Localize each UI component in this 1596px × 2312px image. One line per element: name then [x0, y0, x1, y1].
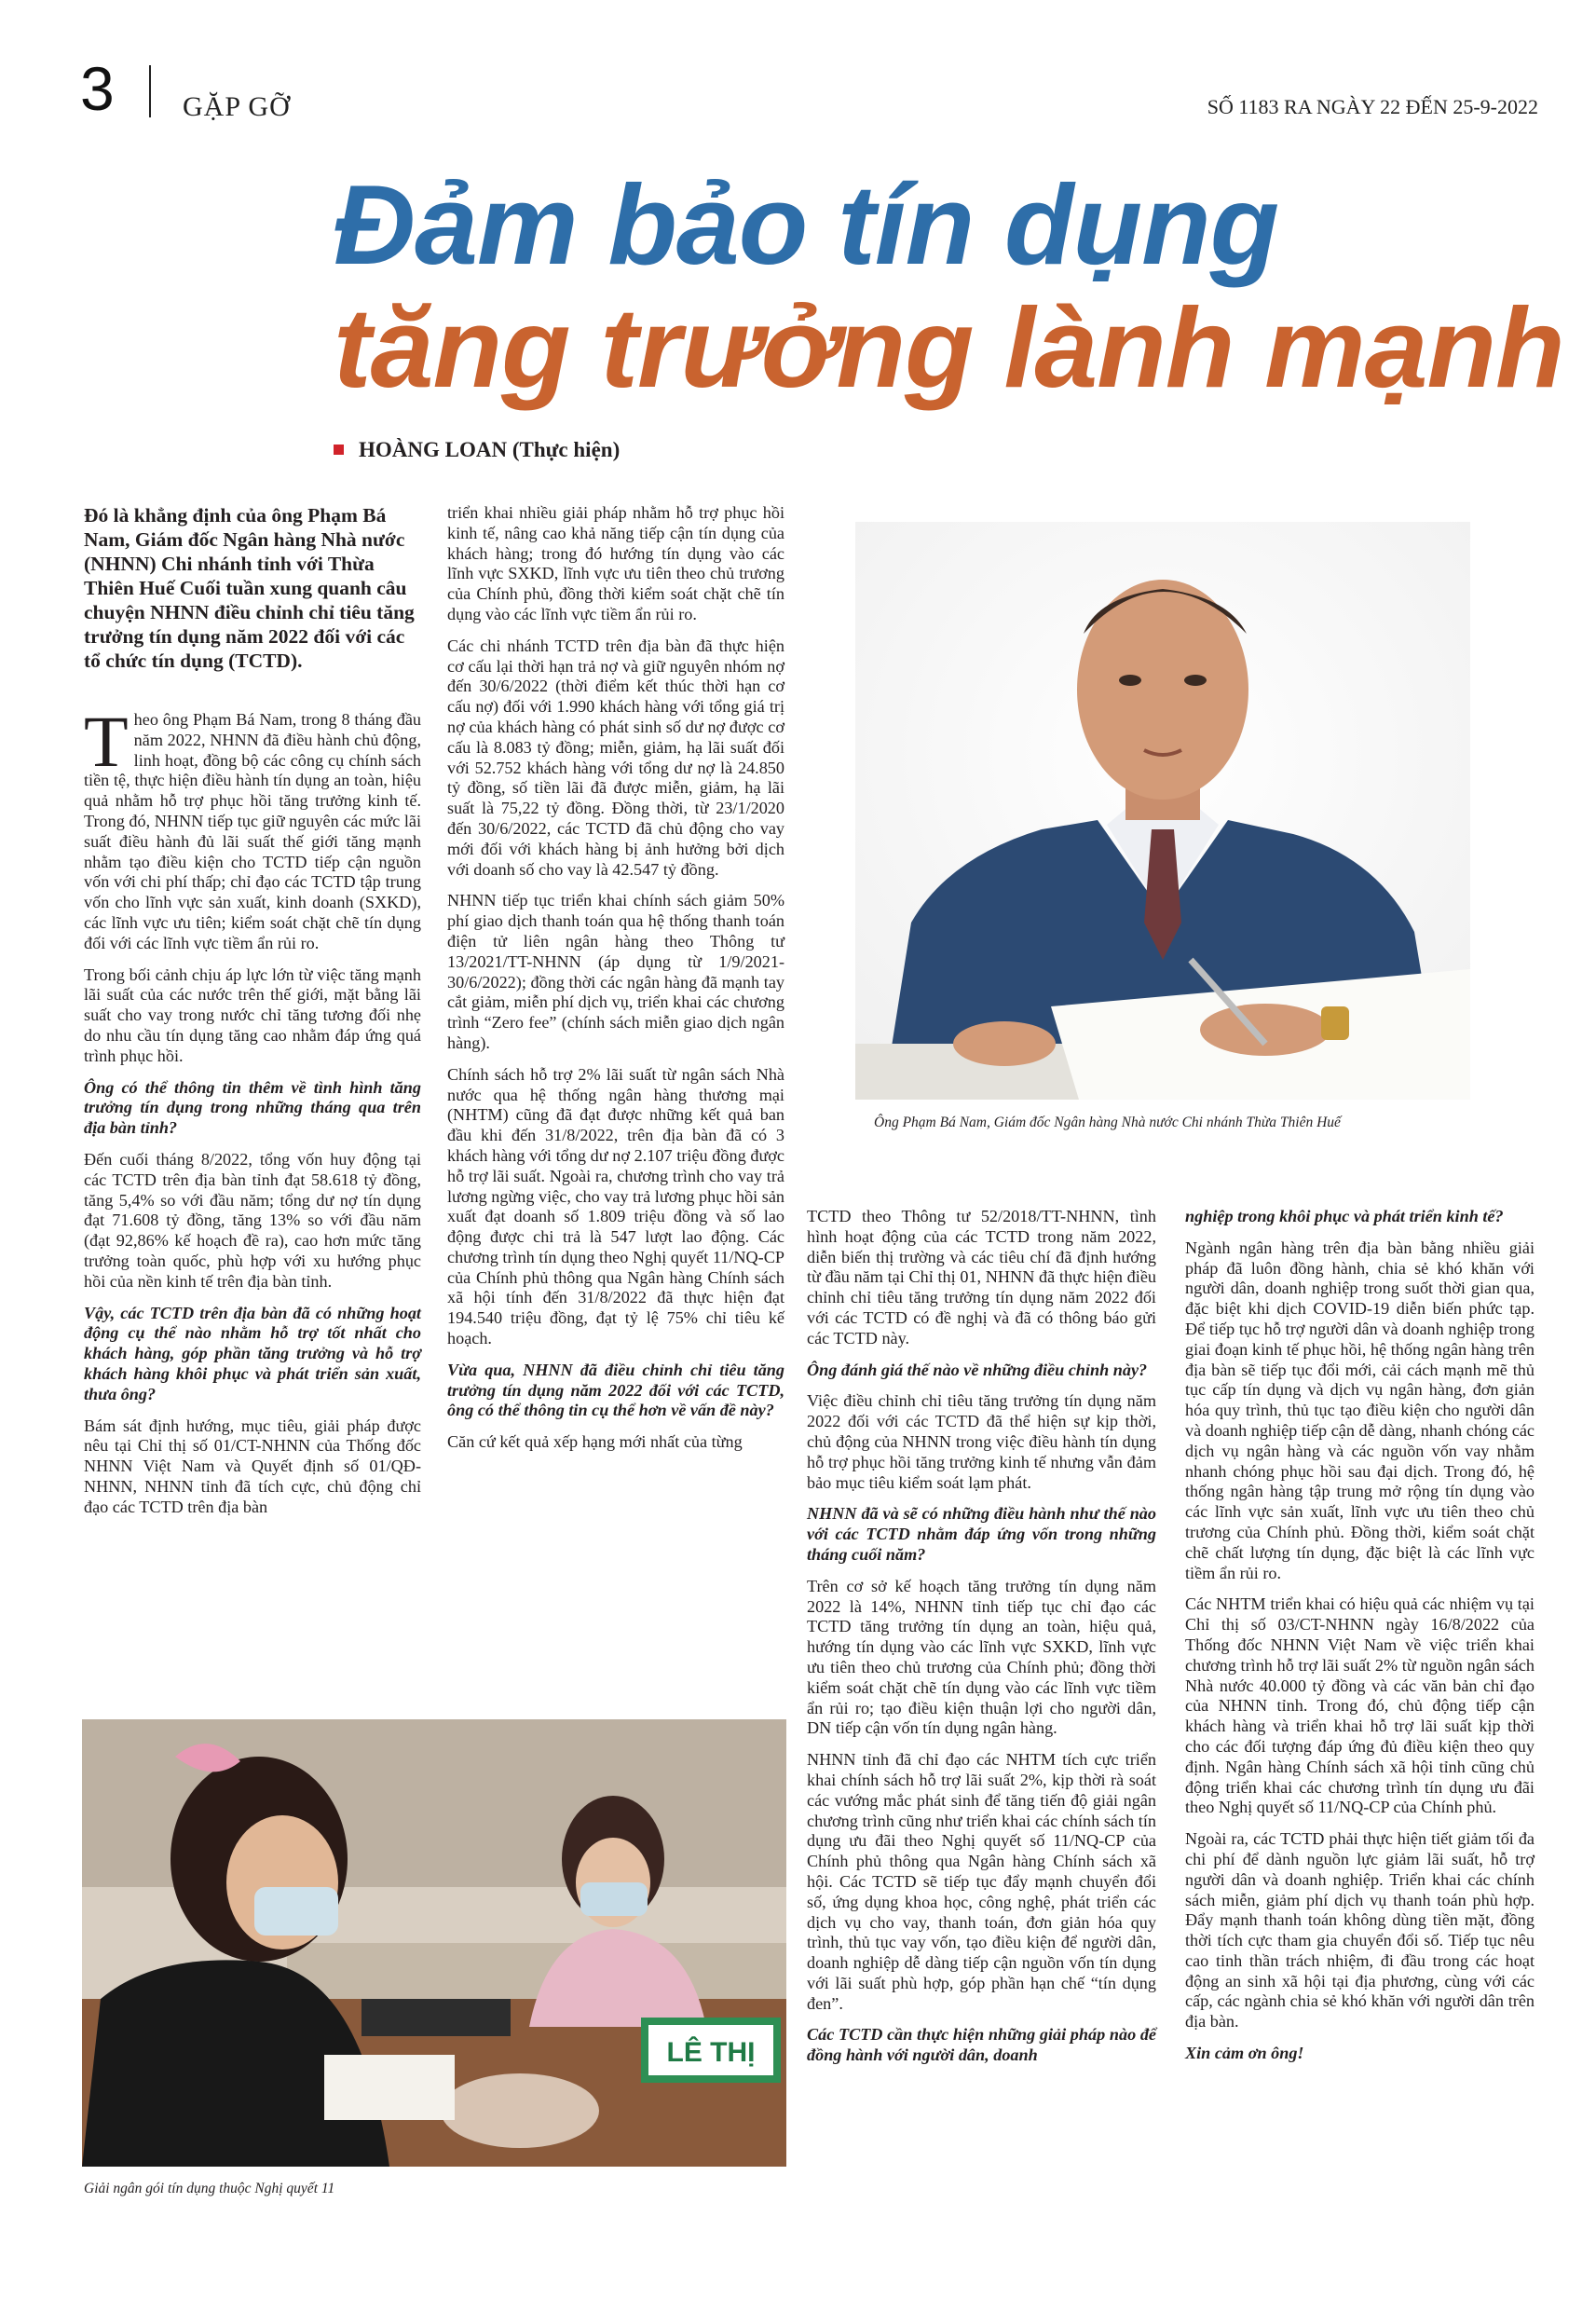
body-paragraph: Bám sát định hướng, mục tiêu, giải pháp được nêu tại Chỉ thị số 01/CT-NHNN của Thống đốc NHNN Việt Nam và Quyết định số 01/QĐ-NHNN, NHNN tỉnh đã tích cực, chủ động chỉ đạo các TCTD trên địa bàn — [84, 1416, 421, 1516]
drop-cap: T — [84, 701, 129, 782]
interview-question: NHNN đã và sẽ có những điều hành như thế nào với các TCTD nhằm đáp ứng vốn trong những tháng cuối năm? — [807, 1504, 1156, 1564]
body-paragraph: Các NHTM triển khai có hiệu quả các nhiệm vụ tại Chỉ thị số 03/CT-NHNN ngày 16/8/2022 của Thống đốc NHNN Việt Nam về việc triển khai chương trình hỗ trợ lãi suất 2% từ nguồn ngân sách Nhà nước 40.000 tỷ đồng và các văn bản chỉ đạo của NHNN tỉnh. Trong đó, chủ động tiếp cận khách hàng và triển khai hỗ trợ lãi suất kịp thời cho các đối tượng đáp ứng đủ điều kiện theo quy định. Ngân hàng Chính sách xã hội tỉnh cũng chủ động triển khai các chương trình tín dụng ưu đãi theo Nghị quyết số 11/NQ-CP của Chính phủ. — [1185, 1594, 1535, 1817]
body-paragraph: NHNN tỉnh đã chỉ đạo các NHTM tích cực triển khai chính sách hỗ trợ lãi suất 2%, kịp thời rà soát các vướng mắc phát sinh để tăng tiến độ giải ngân chương trình cũng như triển khai các chính sách tín dụng ưu đãi theo Nghị quyết số 11/NQ-CP của Chính phủ thông qua Ngân hàng Chính sách xã hội. Các TCTD sẽ tiếp tục đẩy mạnh chuyển đổi số, ứng dụng khoa học, công nghệ, phát triển các dịch vụ cho vay, thanh toán, đơn giản hóa quy trình, thủ tục vay vốn, tạo điều kiện để người dân, doanh nghiệp dễ dàng tiếp cận nguồn vốn tín dụng với lãi suất phù hợp, góp phần hạn chế “tín dụng đen”. — [807, 1750, 1156, 2013]
column-3 — [807, 1207, 1156, 2218]
lead-paragraph: Đó là khẳng định của ông Phạm Bá Nam, Giám đốc Ngân hàng Nhà nước (NHNN) Chi nhánh tỉnh với Thừa Thiên Huế Cuối tuần xung quanh câu chuyện NHNN điều chỉnh chỉ tiêu tăng trưởng tín dụng năm 2022 đối với các tổ chức tín dụng (TCTD). — [84, 504, 415, 672]
column-4 — [1185, 1207, 1535, 2218]
column-2 — [447, 503, 784, 1705]
byline — [334, 438, 620, 462]
intro-text: heo ông Phạm Bá Nam, trong 8 tháng đầu năm 2022, NHNN đã điều hành chủ động, linh hoạt, đồng bộ các công cụ chính sách tiền tệ, thực hiện điều hành tín dụng an toàn, hiệu quả nhằm hỗ trợ phục hồi tăng trưởng kinh tế. Trong đó, NHNN tiếp tục giữ nguyên các mức lãi suất điều hành đủ lãi suất thế giới tăng mạnh nhằm tạo điều kiện cho TCTD tiếp cận nguồn vốn với chi phí thấp; chỉ đạo các TCTD tập trung vốn cho lĩnh vực sản xuất, kinh doanh (SXKD), các lĩnh vực ưu tiên; kiểm soát chặt chẽ tín dụng đối với các lĩnh vực tiềm ẩn rủi ro. — [84, 710, 421, 952]
page-number: 3 — [80, 54, 115, 123]
byline-text: HOÀNG LOAN (Thực hiện) — [359, 438, 621, 461]
body-paragraph: Việc điều chỉnh chỉ tiêu tăng trưởng tín dụng năm 2022 đối với các TCTD đã thể hiện sự kịp thời, chủ động của NHNN trong việc điều hành tín dụng hỗ trợ phục hồi tăng trưởng kinh tế nhưng vẫn đảm bảo mục tiêu kiểm soát lạm phát. — [807, 1391, 1156, 1492]
name-sign-text: LÊ THỊ — [666, 2037, 756, 2068]
portrait-caption: Ông Phạm Bá Nam, Giám đốc Ngân hàng Nhà nước Chi nhánh Thừa Thiên Huế — [874, 1115, 1341, 1130]
issue-info: SỐ 1183 RA NGÀY 22 ĐẾN 25-9-2022 — [1207, 95, 1538, 118]
body-paragraph: Chính sách hỗ trợ 2% lãi suất từ ngân sách Nhà nước qua hệ thống ngân hàng thương mại (NHTM) cũng đã đạt được những kết quả ban đầu khi đến 31/8/2022, trên địa bàn đã có 3 khách hàng với tổng dư nợ 2.107 triệu đồng được hỗ trợ lãi suất. Ngoài ra, chương trình cho vay trả lương ngừng việc, cho vay trả lương phục hồi sản xuất đạt doanh số 1.809 triệu đồng và số lao động được chi trả là 547 lượt lao động. Các chương trình tín dụng theo Nghị quyết 11/NQ-CP của Chính phủ thông qua Ngân hàng Chính sách xã hội tính đến 31/8/2022 đã thực hiện đạt 194.540 triệu đồng, đạt tỷ lệ 75% chỉ tiêu kế hoạch. — [447, 1064, 784, 1348]
intro-paragraph — [84, 701, 421, 954]
byline-square-icon — [334, 445, 344, 455]
interview-question: Các TCTD cần thực hiện những giải pháp nào để đồng hành với người dân, doanh — [807, 2025, 1156, 2065]
headline-line-1: Đảm bảo tín dụng — [334, 161, 1279, 288]
interview-question: Ông có thể thông tin thêm về tình hình tăng trưởng tín dụng trong những tháng qua trên địa bàn tỉnh? — [84, 1077, 421, 1138]
headline-line-2: tăng trưởng lành mạnh — [334, 284, 1564, 411]
body-paragraph: triển khai nhiều giải pháp nhằm hỗ trợ phục hồi kinh tế, nâng cao khả năng tiếp cận tín dụng của khách hàng; trong đó hướng tín dụng vào các lĩnh vực SXKD, lĩnh vực ưu tiên theo chủ trương của Chính phủ, đồng thời kiểm soát chặt chẽ tín dụng vào các lĩnh vực tiềm ẩn rủi ro. — [447, 503, 784, 623]
body-paragraph: Trên cơ sở kế hoạch tăng trưởng tín dụng năm 2022 là 14%, NHNN tỉnh tiếp tục chỉ đạo các TCTD tăng trưởng tín dụng an toàn, hiệu quả, hướng tín dụng vào các lĩnh vực SXKD, lĩnh vực ưu tiên theo chủ trương của Chính phủ; đồng thời kiểm soát chặt chẽ tín dụng vào các lĩnh vực tiềm ẩn rủi ro; tạo điều kiện thuận lợi cho người dân, DN tiếp cận vốn tín dụng ngân hàng. — [807, 1576, 1156, 1738]
interview-question: Vừa qua, NHNN đã điều chỉnh chỉ tiêu tăng trưởng tín dụng năm 2022 đối với các TCTD, ông có thể thông tin cụ thể hơn về vấn đề này? — [447, 1360, 784, 1420]
interview-question: Ông đánh giá thế nào về những điều chỉnh này? — [807, 1360, 1148, 1379]
portrait-photo — [855, 522, 1470, 1100]
body-paragraph: NHNN tiếp tục triển khai chính sách giảm 50% phí giao dịch thanh toán qua hệ thống thanh toán điện tử liên ngân hàng theo Thông tư 13/2021/TT-NHNN (áp dụng từ 1/9/2021-30/6/2022); đồng thời các ngân hàng đã mạnh tay cắt giảm, miễn phí dịch vụ, triển khai các chương trình “Zero fee” (chính sách miễn giao dịch ngân hàng). — [447, 891, 784, 1052]
body-paragraph: Ngành ngân hàng trên địa bàn bằng nhiều giải pháp đã luôn đồng hành, chia sẻ khó khăn với người dân, doanh nghiệp trong suốt thời gian qua, đặc biệt khi dịch COVID-19 diễn biến phức tạp. Để tiếp tục hỗ trợ người dân và doanh nghiệp trong giai đoạn kinh tế phục hồi, hệ thống ngân hàng trên địa bàn sẽ tiếp tục đổi mới, cải cách mạnh mẽ thủ tục cấp tín dụng và dịch vụ ngân hàng, đơn giản hóa quy trình, thủ tục tạo điều kiện cho người dân và doanh nghiệp tiếp cận dễ dàng, nhanh chóng các dịch vụ ngân hàng và các nguồn vốn vay nhằm nhanh chóng phục hồi sau đại dịch. Trong đó, hệ thống ngân hàng tập trung mở rộng tín dụng vào các lĩnh vực sản xuất, lĩnh vực ưu tiên theo chủ trương của Chính phủ. Đồng thời, kiểm soát chặt chẽ chất lượng tín dụng, đặc biệt là các lĩnh vực tiềm ẩn rủi ro. — [1185, 1238, 1535, 1582]
bank-photo — [82, 1719, 786, 2167]
body-paragraph: Ngoài ra, các TCTD phải thực hiện tiết giảm tối đa chi phí để dành nguồn lực giảm lãi suất, hỗ trợ người dân và doanh nghiệp. Triển khai các chính sách miễn, giảm phí dịch vụ thanh toán phù hợp. Đẩy mạnh thanh toán không dùng tiền mặt, đồng thời tích cực tham gia chuyển đổi số. Tiếp tục nêu cao tinh thần trách nhiệm, đi đầu trong các hoạt động an sinh xã hội tại địa phương, cùng với các cấp, các ngành chia sẻ khó khăn với người dân trên địa bàn. — [1185, 1829, 1535, 2032]
column-1 — [84, 503, 421, 1705]
bank-illustration — [82, 1719, 786, 2167]
section-label: GẶP GỠ — [183, 91, 291, 122]
header-divider — [149, 65, 151, 117]
body-paragraph: TCTD theo Thông tư 52/2018/TT-NHNN, tình hình hoạt động của các TCTD trong năm 2022, diễn biến thị trường và các tiêu chí đã định hướng từ đầu năm tại Chỉ thị 01, NHNN đã thực hiện điều chỉnh chỉ tiêu tăng trưởng tín dụng năm 2022 đối với các TCTD có đề nghị và đã có thông báo gửi các TCTD này. — [807, 1207, 1156, 1348]
body-paragraph: Đến cuối tháng 8/2022, tổng vốn huy động tại các TCTD trên địa bàn tỉnh đạt 58.618 tỷ đồng, tăng 5,4% so với đầu năm; tổng dư nợ tín dụng đạt 71.608 tỷ đồng, tăng 13% so với đầu năm (đạt 92,86% kế hoạch đề ra), cao hơn mức tăng trưởng toàn quốc, phù hợp với xu hướng phục hồi của nền kinh tế trên địa bàn tỉnh. — [84, 1149, 421, 1291]
body-paragraph: Các chi nhánh TCTD trên địa bàn đã thực hiện cơ cấu lại thời hạn trả nợ và giữ nguyên nhóm nợ đến 30/6/2022 (thời điểm kết thúc thời hạn cơ cấu nợ) đối với 1.990 khách hàng với tổng giá trị nợ của khách hàng có phát sinh số dư nợ được cơ cấu là 8.083 tỷ đồng; miễn, giảm, hạ lãi suất đối với 52.752 khách hàng với tổng dư nợ là 24.850 tỷ đồng, số tiền lãi đã được miễn, giảm, hạ lãi suất là 75,22 tỷ đồng. Đồng thời, từ 23/1/2020 đến 30/6/2022, các TCTD đã chủ động cho vay mới đối với khách hàng bị ảnh hưởng bởi dịch với doanh số cho vay là 42.547 tỷ đồng. — [447, 636, 784, 879]
interview-question: nghiệp trong khôi phục và phát triển kinh tế? — [1185, 1207, 1504, 1225]
portrait-illustration — [855, 522, 1470, 1100]
body-paragraph: Căn cứ kết quả xếp hạng mới nhất của từng — [447, 1432, 743, 1452]
interview-question: Xin cảm ơn ông! — [1185, 2044, 1304, 2063]
bank-caption: Giải ngân gói tín dụng thuộc Nghị quyết 11 — [84, 2181, 335, 2196]
body-paragraph: Trong bối cảnh chịu áp lực lớn từ việc tăng mạnh lãi suất của các nước trên thế giới, mặt bằng lãi suất cho vay trong nước chỉ tăng tương đối nhẹ do nhu cầu tín dụng tăng cao nhằm đáp ứng quá trình phục hồi. — [84, 964, 421, 1065]
interview-question: Vậy, các TCTD trên địa bàn đã có những hoạt động cụ thể nào nhằm hỗ trợ tốt nhất cho khách hàng, góp phần tăng trưởng và hỗ trợ khách hàng khôi phục và phát triển sản xuất, thưa ông? — [84, 1303, 421, 1403]
